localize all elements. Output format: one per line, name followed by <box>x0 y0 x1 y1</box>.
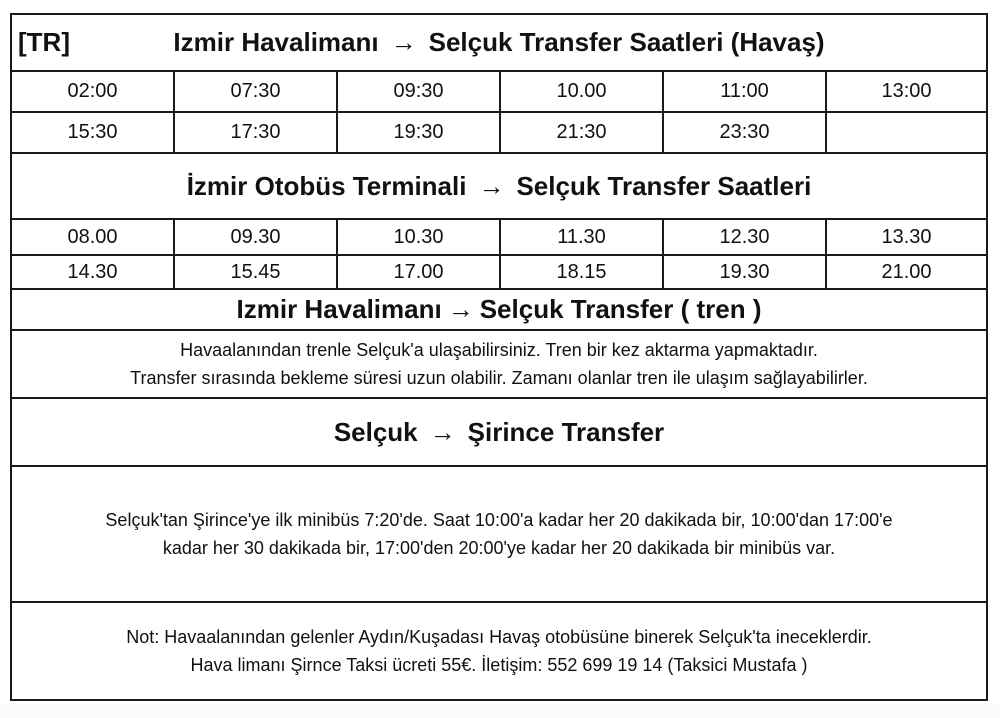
bus-title-row <box>12 154 986 220</box>
havas-title-row <box>12 15 986 72</box>
train-origin: Izmir Havalimanı <box>236 294 442 324</box>
train-info-line: Havaalanından trenle Selçuk'a ulaşabilirsiniz. Tren bir kez aktarma yapmaktadır. <box>180 340 818 360</box>
time-cell: 23:30 <box>664 113 827 152</box>
note-line: Not: Havaalanından gelenler Aydın/Kuşadası Havaş otobüsüne binerek Selçuk'ta ineceklerdir. <box>126 627 872 647</box>
arrow-icon: → <box>478 170 505 201</box>
time-cell: 07:30 <box>175 72 338 111</box>
note-section <box>12 603 986 699</box>
time-cell: 15:30 <box>12 113 175 152</box>
time-cell: 18.15 <box>501 256 664 288</box>
bus-title: Selçuk Transfer Saatleri <box>516 170 812 201</box>
page-bottom-edge <box>0 703 1000 718</box>
arrow-icon: → <box>429 416 456 447</box>
time-cell: 19:30 <box>338 113 501 152</box>
train-title-row <box>12 290 986 331</box>
time-cell: 15.45 <box>175 256 338 288</box>
language-tag: [TR] <box>18 27 70 57</box>
sirince-origin: Selçuk <box>333 416 418 447</box>
note-line: Hava limanı Şirnce Taksi ücreti 55€. İletişim: 552 699 19 14 (Taksici Mustafa ) <box>190 655 808 675</box>
time-cell: 11:00 <box>664 72 827 111</box>
time-cell: 19.30 <box>664 256 827 288</box>
time-cell: 21.00 <box>881 260 932 283</box>
sirince-title: Şirince Transfer <box>467 416 665 447</box>
arrow-icon: → <box>390 27 417 57</box>
bus-origin: İzmir Otobüs Terminali <box>186 170 467 201</box>
time-cell: 10.00 <box>501 72 664 111</box>
bus-times-row-2 <box>12 256 986 290</box>
time-cell: 08.00 <box>12 220 175 254</box>
train-info <box>12 331 986 399</box>
time-cell: 10.30 <box>338 220 501 254</box>
time-cell-empty <box>827 113 986 152</box>
havas-times-row-1 <box>12 72 986 113</box>
time-cell: 11.30 <box>501 220 664 254</box>
time-cell: 21:30 <box>501 113 664 152</box>
bus-times-row-1 <box>12 220 986 256</box>
sirince-info-line: kadar her 30 dakikada bir, 17:00'den 20:00'ye kadar her 20 dakikada bir minibüs var. <box>162 538 836 558</box>
time-cell: 14.30 <box>12 256 175 288</box>
havas-origin: Izmir Havalimanı <box>173 27 379 57</box>
train-info-line: Transfer sırasında bekleme süresi uzun olabilir. Zamanı olanlar tren ile ulaşım sağlayabilirler. <box>130 368 868 388</box>
havas-title: Selçuk Transfer Saatleri (Havaş) <box>428 27 825 57</box>
train-title: Selçuk Transfer ( tren ) <box>479 294 762 324</box>
time-cell: 13:00 <box>881 80 932 102</box>
time-cell: 09.30 <box>175 220 338 254</box>
sirince-info-line: Selçuk'tan Şirince'ye ilk minibüs 7:20'de. Saat 10:00'a kadar her 20 dakikada bir, 10:00'dan 17:00'e <box>105 510 893 530</box>
time-cell: 02:00 <box>12 72 175 111</box>
time-cell: 17:30 <box>175 113 338 152</box>
sirince-title-row <box>12 399 986 467</box>
havas-times-row-2 <box>12 113 986 154</box>
time-cell: 17.00 <box>338 256 501 288</box>
time-cell: 13.30 <box>881 225 932 248</box>
schedule-sheet <box>10 13 988 701</box>
time-cell: 09:30 <box>338 72 501 111</box>
time-cell: 12.30 <box>664 220 827 254</box>
arrow-icon: → <box>447 294 474 324</box>
sirince-info <box>12 467 986 603</box>
